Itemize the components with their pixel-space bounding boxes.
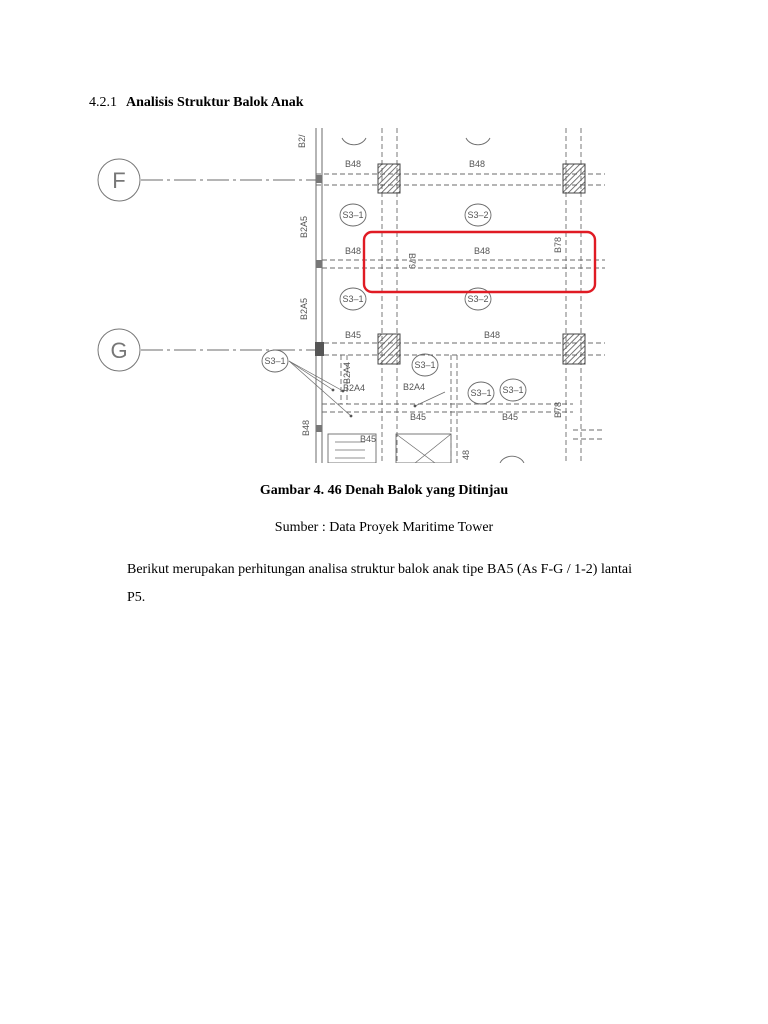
label-b78-top: B78 bbox=[553, 236, 563, 253]
stair-block-right bbox=[396, 434, 451, 463]
beam-plan-figure bbox=[95, 128, 610, 463]
column-f-2 bbox=[563, 164, 585, 193]
label-b48-lower-right: B48 bbox=[484, 330, 501, 340]
grid-axis-f-label: F bbox=[112, 168, 126, 193]
label-b48-top-right: B48 bbox=[469, 159, 486, 169]
column-f-1 bbox=[378, 164, 400, 193]
label-48: 48 bbox=[461, 449, 471, 460]
label-s32-a: S3–2 bbox=[467, 210, 489, 220]
grid-axis-g-label: G bbox=[110, 338, 128, 363]
label-b48-vertical-low: B48 bbox=[301, 419, 311, 436]
label-b45-low: B45 bbox=[360, 434, 377, 444]
label-s31-b: S3–1 bbox=[342, 294, 364, 304]
label-b48-top-left: B48 bbox=[345, 159, 362, 169]
label-b48-mid-center: B48 bbox=[474, 246, 491, 256]
section-title: Analisis Struktur Balok Anak bbox=[126, 95, 304, 110]
label-b2-top: B2/ bbox=[297, 134, 307, 148]
section-number: 4.2.1 bbox=[89, 95, 117, 110]
label-s31-a: S3–1 bbox=[342, 210, 364, 220]
beam-lines-vertical bbox=[341, 128, 581, 463]
label-b45-left: B45 bbox=[345, 330, 362, 340]
label-b2a5-b: B2A5 bbox=[299, 297, 309, 320]
paragraph-line-1: Berikut merupakan perhitungan analisa struktur balok anak tipe BA5 (As F-G / 1-2) lantai bbox=[127, 562, 633, 577]
body-paragraph bbox=[127, 556, 675, 612]
label-b2a4-a: B2A4 bbox=[343, 383, 366, 393]
label-b2a4-b: B2A4 bbox=[403, 382, 426, 392]
label-b45-mid: B45 bbox=[410, 412, 427, 422]
paragraph-line-2: P5. bbox=[127, 590, 146, 605]
label-b45-right: B45 bbox=[502, 412, 519, 422]
column-g-2 bbox=[563, 334, 585, 364]
label-b79: B79 bbox=[407, 253, 417, 270]
column-g-1 bbox=[378, 334, 400, 364]
label-s32-b: S3–2 bbox=[467, 294, 489, 304]
figure-caption: Gambar 4. 46 Denah Balok yang Ditinjau bbox=[259, 483, 509, 498]
label-b48-mid-left: B48 bbox=[345, 246, 362, 256]
label-b78-bottom: B78 bbox=[553, 401, 563, 418]
label-s31-e: S3–1 bbox=[470, 388, 492, 398]
label-s31-c: S3–1 bbox=[264, 356, 286, 366]
label-b2a4-vertical: B2A4 bbox=[342, 361, 352, 384]
label-s31-f: S3–1 bbox=[502, 385, 524, 395]
section-heading bbox=[89, 95, 304, 111]
label-b2a5-a: B2A5 bbox=[299, 215, 309, 238]
figure-source: Sumber : Data Proyek Maritime Tower bbox=[274, 520, 494, 535]
label-s31-d: S3–1 bbox=[414, 360, 436, 370]
